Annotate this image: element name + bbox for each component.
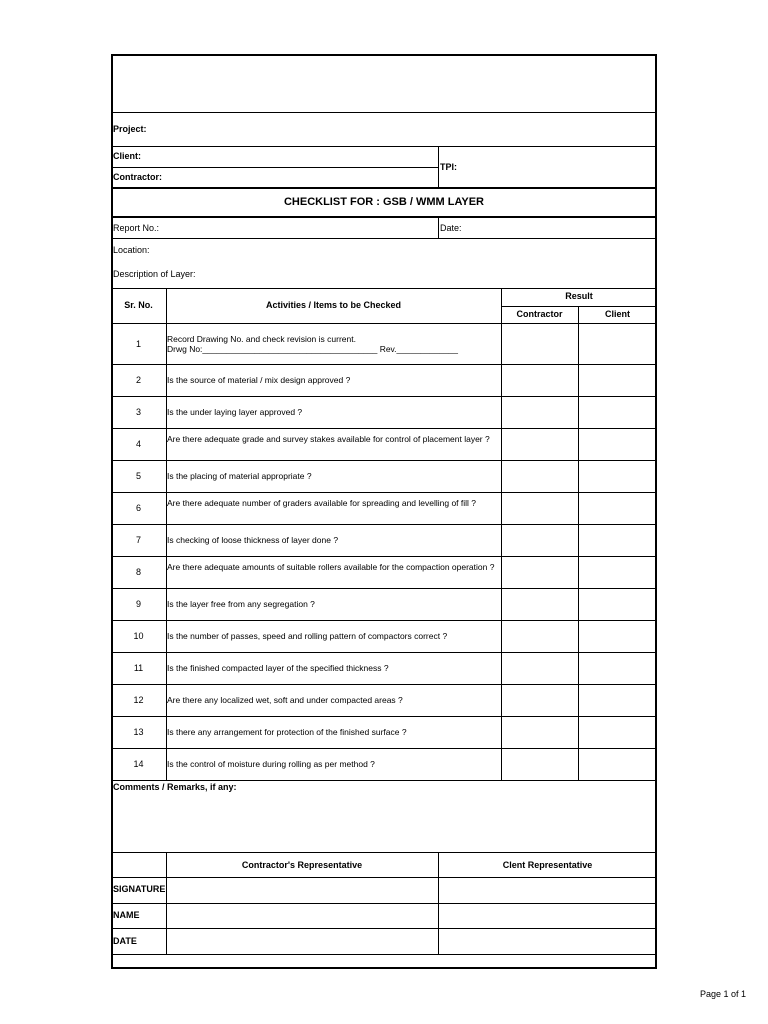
contractor-rep-header: Contractor's Representative: [241, 860, 363, 870]
activity-text: Are there adequate amounts of suitable rollers available for the compaction operation ?: [167, 562, 495, 572]
divider: [111, 903, 657, 904]
col-srno-header: Sr. No.: [124, 300, 153, 310]
row-activity: [167, 535, 499, 545]
date-label: Date:: [440, 223, 462, 233]
row-divider: [111, 588, 657, 589]
divider: [111, 146, 657, 147]
client-label: Client:: [113, 151, 141, 161]
divider: [501, 306, 657, 307]
row-activity: [167, 562, 499, 572]
row-activity: [167, 759, 499, 769]
row-activity: [167, 334, 499, 354]
divider: [111, 852, 657, 853]
row-divider: [111, 524, 657, 525]
divider: [501, 288, 502, 780]
divider: [111, 954, 657, 955]
row-number: 12: [133, 695, 144, 705]
row-activity: [167, 471, 499, 481]
description-label: Description of Layer:: [113, 269, 196, 279]
row-activity: [167, 663, 499, 673]
page-number: Page 1 of 1: [699, 989, 746, 999]
row-number: 9: [135, 599, 141, 609]
activity-text: Is checking of loose thickness of layer done ?: [167, 535, 339, 545]
activity-text: Is the finished compacted layer of the specified thickness ?: [167, 663, 389, 673]
divider: [111, 288, 657, 289]
activity-text: Are there any localized wet, soft and under compacted areas ?: [167, 695, 403, 705]
row-number: 7: [135, 535, 141, 545]
row-activity: [167, 375, 499, 385]
row-divider: [111, 780, 657, 781]
row-number: 1: [135, 338, 141, 349]
row-divider: [111, 556, 657, 557]
report-no-label: Report No.:: [113, 223, 160, 233]
row-divider: [111, 684, 657, 685]
row-number: 10: [133, 631, 144, 641]
checklist-sheet: [111, 54, 657, 969]
location-label: Location:: [113, 245, 150, 255]
activity-text: Record Drawing No. and check revision is current.: [167, 333, 356, 344]
activity-text: Is the under laying layer approved ?: [167, 407, 303, 417]
row-activity: [167, 599, 499, 609]
row-divider: [111, 620, 657, 621]
row-divider: [111, 716, 657, 717]
row-divider: [111, 492, 657, 493]
divider: [111, 216, 657, 218]
page-title: CHECKLIST FOR : GSB / WMM LAYER: [283, 196, 485, 208]
row-number: 4: [135, 439, 141, 449]
activity-text: Are there adequate grade and survey stakes available for control of placement layer ?: [167, 434, 490, 444]
divider: [578, 306, 579, 780]
drawing-number-line: Drwg No:_____________________________________ Rev._____________: [167, 343, 458, 354]
row-divider: [111, 652, 657, 653]
activity-text: Is the control of moisture during rolling as per method ?: [167, 759, 375, 769]
row-number: 2: [135, 375, 141, 385]
client-rep-header: Clent Representative: [502, 860, 593, 870]
divider: [111, 167, 438, 168]
row-number: 11: [133, 663, 144, 673]
activity-text: Is the placing of material appropriate ?: [167, 471, 312, 481]
col-contractor-header: Contractor: [516, 309, 563, 319]
signature-label: SIGNATURE: [113, 884, 166, 894]
row-number: 3: [135, 407, 141, 417]
row-activity: [167, 727, 499, 737]
divider: [111, 877, 657, 878]
row-activity: [167, 631, 499, 641]
divider: [111, 238, 657, 239]
row-number: 13: [133, 727, 144, 737]
divider: [111, 187, 657, 189]
row-divider: [111, 364, 657, 365]
activity-text: Is the number of passes, speed and rolling pattern of compactors correct ?: [167, 631, 448, 641]
row-divider: [111, 748, 657, 749]
row-divider: [111, 460, 657, 461]
divider: [111, 928, 657, 929]
activity-text: Is the source of material / mix design approved ?: [167, 375, 351, 385]
comments-label: Comments / Remarks, if any:: [113, 782, 237, 792]
activity-text: Is there any arrangement for protection of the finished surface ?: [167, 727, 407, 737]
divider: [438, 146, 439, 187]
row-activity: [167, 434, 499, 444]
row-activity: [167, 695, 499, 705]
activity-text: Is the layer free from any segregation ?: [167, 599, 315, 609]
col-activities-header: Activities / Items to be Checked: [265, 300, 402, 310]
divider: [438, 216, 439, 238]
row-number: 14: [133, 759, 144, 769]
row-number: 5: [135, 471, 141, 481]
row-divider: [111, 428, 657, 429]
date-sign-label: DATE: [113, 936, 137, 946]
name-label: NAME: [113, 910, 140, 920]
divider: [166, 288, 167, 780]
col-client-header: Client: [604, 309, 630, 319]
divider: [111, 112, 657, 113]
project-label: Project:: [113, 124, 147, 134]
divider: [111, 323, 657, 324]
row-activity: [167, 407, 499, 417]
row-number: 8: [135, 567, 141, 577]
row-activity: [167, 498, 499, 508]
tpi-label: TPI:: [440, 162, 457, 172]
row-divider: [111, 396, 657, 397]
activity-text: Are there adequate number of graders available for spreading and levelling of fill ?: [167, 498, 477, 508]
contractor-label: Contractor:: [113, 172, 162, 182]
col-result-header: Result: [565, 291, 593, 301]
row-number: 6: [135, 503, 141, 513]
